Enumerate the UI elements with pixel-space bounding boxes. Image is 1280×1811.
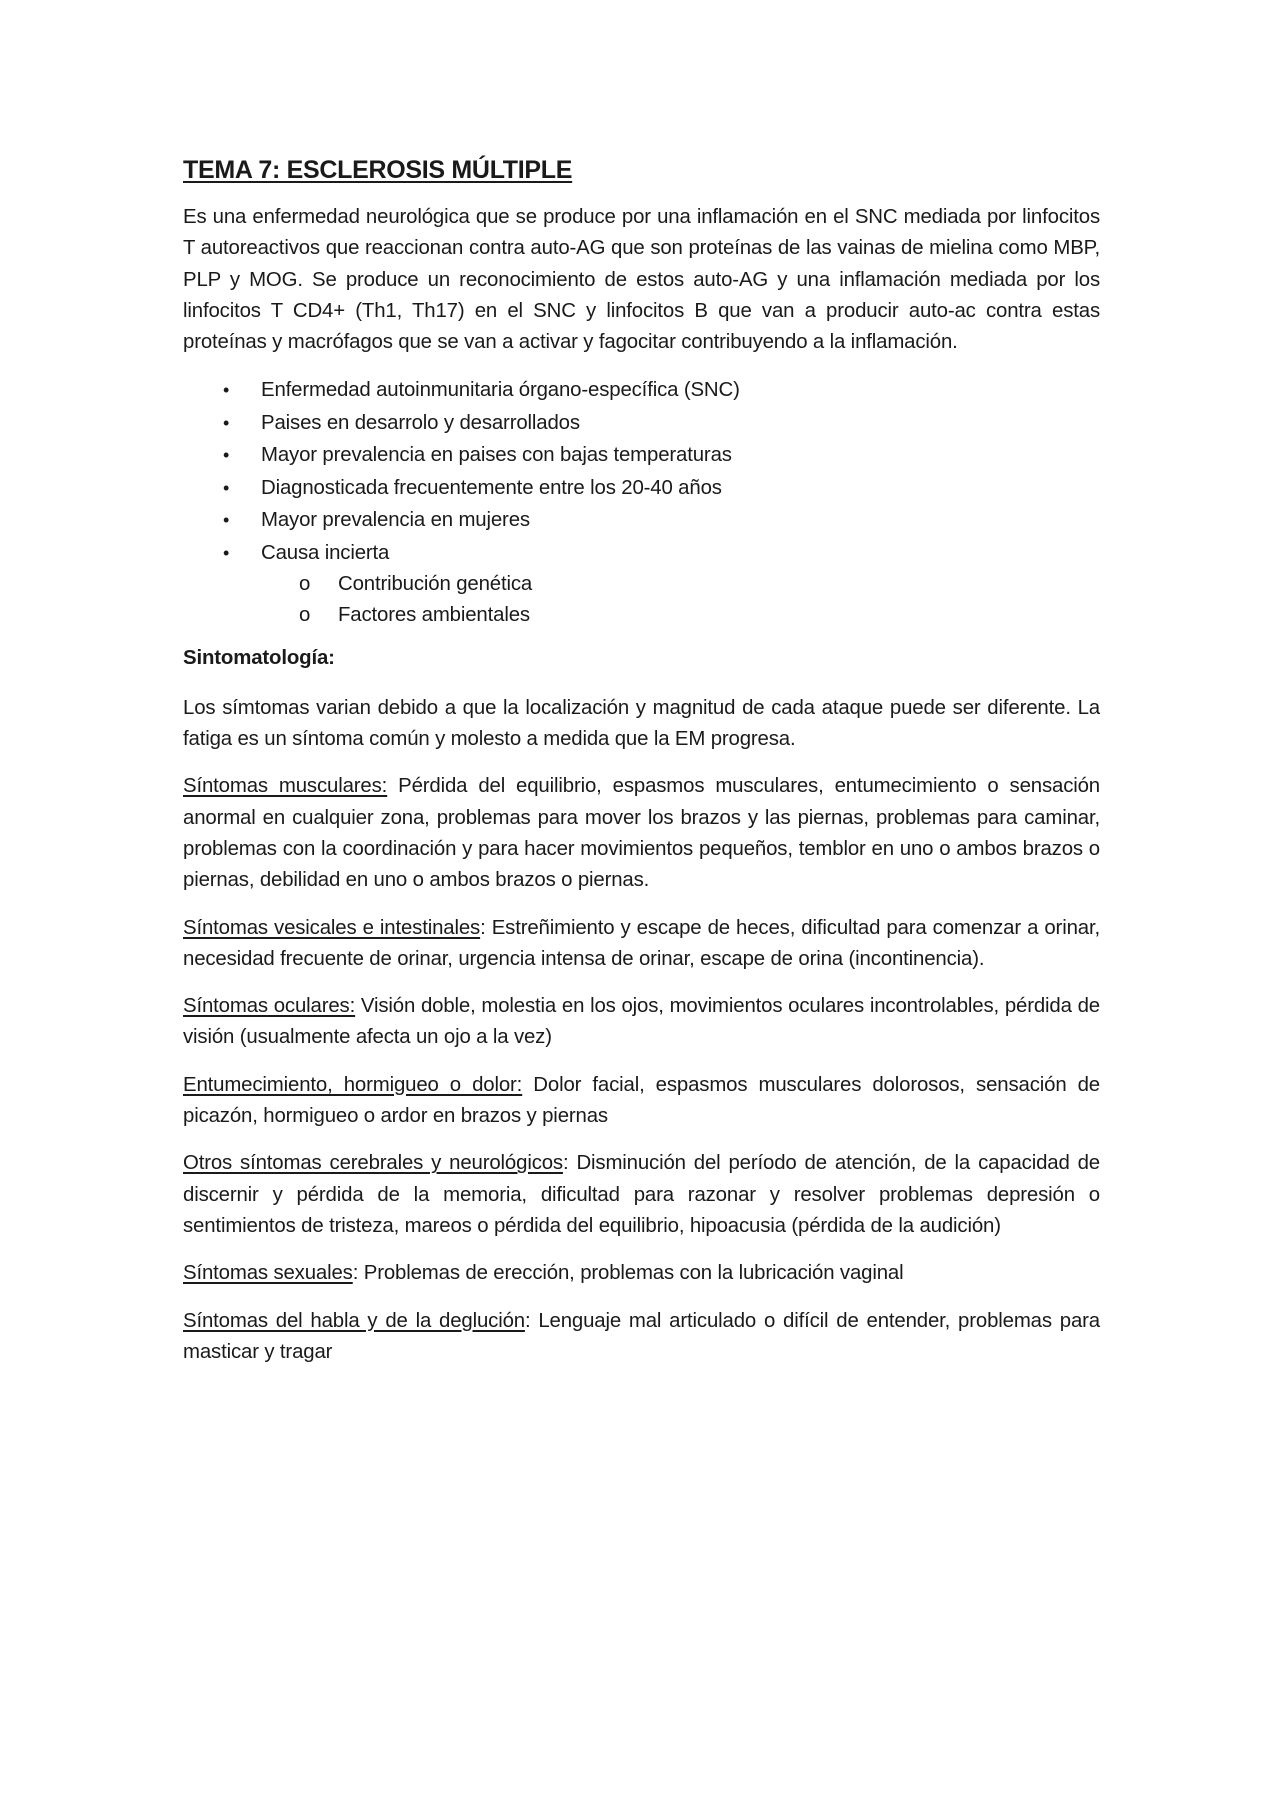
list-item [183,407,1100,440]
list-item [183,374,1100,407]
list-item [183,504,1100,537]
symptom-paragraph [183,991,1100,1054]
circle-bullet-icon: o [299,604,311,627]
list-item-text: Mayor prevalencia en mujeres [261,509,530,532]
bullet-icon: • [223,542,230,563]
page-title: TEMA 7: ESCLEROSIS MÚLTIPLE [183,156,573,184]
symptom-paragraph [183,1148,1100,1242]
sub-list-item [183,600,1100,631]
list-item-text: Diagnosticada frecuentemente entre los 20-40 años [261,476,722,499]
symptom-paragraph [183,1070,1100,1133]
symptom-label: Entumecimiento, hormigueo o dolor: [183,1073,523,1096]
sub-list [261,569,1100,631]
symptom-label: Síntomas oculares: [183,995,356,1018]
section-heading: Sintomatología: [183,647,335,670]
list-item-text: Mayor prevalencia en paises con bajas temperaturas [261,444,732,467]
bullet-icon: • [223,477,230,498]
bullet-icon: • [223,445,230,466]
symptom-label: Síntomas vesicales e intestinales [183,916,481,939]
sub-list-item-text: Contribución genética [338,573,533,596]
symptom-text: : Estreñimiento y escape de heces, dificultad para comenzar a orinar, necesidad frecuente de orinar, urgencia intensa de orinar, escape de orina (incontinencia). [183,916,1100,970]
symptom-label: Síntomas musculares: [183,775,388,798]
bullet-icon: • [223,412,230,433]
symptom-text: Visión doble, molestia en los ojos, movimientos oculares incontrolables, pérdida de visión (usualmente afecta un ojo a la vez) [183,995,1100,1049]
symptom-paragraph [183,1306,1100,1369]
symptom-text: : Problemas de erección, problemas con la lubricación vaginal [352,1262,904,1285]
sub-list-item [183,569,1100,600]
symptom-paragraph [183,1258,1100,1289]
circle-bullet-icon: o [299,573,311,596]
list-item-text: Causa incierta [261,541,390,564]
sub-list-item-text: Factores ambientales [338,604,530,627]
symptom-label: Otros síntomas cerebrales y neurológicos [183,1152,563,1175]
document-page [183,152,1100,1384]
symptoms-intro: Los símtomas varian debido a que la localización y magnitud de cada ataque puede ser diferente. La fatiga es un síntoma común y molesto a medida que la EM progresa. [183,696,1100,751]
list-item-text: Enfermedad autoinmunitaria órgano-específica (SNC) [261,379,740,402]
list-item [183,537,1100,632]
symptom-text: : Disminución del período de atención, de la capacidad de discernir y pérdida de la memoria, dificultad para razonar y resolver problemas depresión o sentimientos de tristeza, mareos o pérdida del equilibrio, hipoacusia (pérdida de la audición) [183,1152,1101,1237]
features-list [183,374,1100,631]
symptom-text: : Lenguaje mal articulado o difícil de entender, problemas para masticar y tragar [183,1309,1100,1363]
intro-paragraph: Es una enfermedad neurológica que se produce por una inflamación en el SNC mediada por linfocitos T autoreactivos que reaccionan contra auto-AG que son proteínas de las vainas de mielina como MBP, PLP y MOG. Se produce un reconocimiento de estos auto-AG y una inflamación mediada por los linfocitos T CD4+ (Th1, Th17) en el SNC y linfocitos B que van a producir auto-ac contra estas proteínas y macrófagos que se van a activar y fagocitar contribuyendo a la inflamación. [183,206,1100,354]
bullet-icon: • [223,510,230,531]
symptom-text: Pérdida del equilibrio, espasmos musculares, entumecimiento o sensación anormal en cualquier zona, problemas para mover los brazos y las piernas, problemas para caminar, problemas con la coordinación y para hacer movimientos pequeños, temblor en uno o ambos brazos o piernas, debilidad en uno o ambos brazos o piernas. [183,775,1100,892]
symptom-paragraph [183,771,1100,896]
list-item [183,472,1100,505]
bullet-icon: • [223,380,230,401]
symptom-label: Síntomas del habla y de la deglución [183,1309,525,1332]
symptom-label: Síntomas sexuales [183,1262,353,1285]
list-item-text: Paises en desarrolo y desarrollados [261,411,580,434]
symptom-paragraph [183,913,1100,976]
symptom-text: Dolor facial, espasmos musculares dolorosos, sensación de picazón, hormigueo o ardor en brazos y piernas [183,1073,1100,1128]
list-item [183,439,1100,472]
